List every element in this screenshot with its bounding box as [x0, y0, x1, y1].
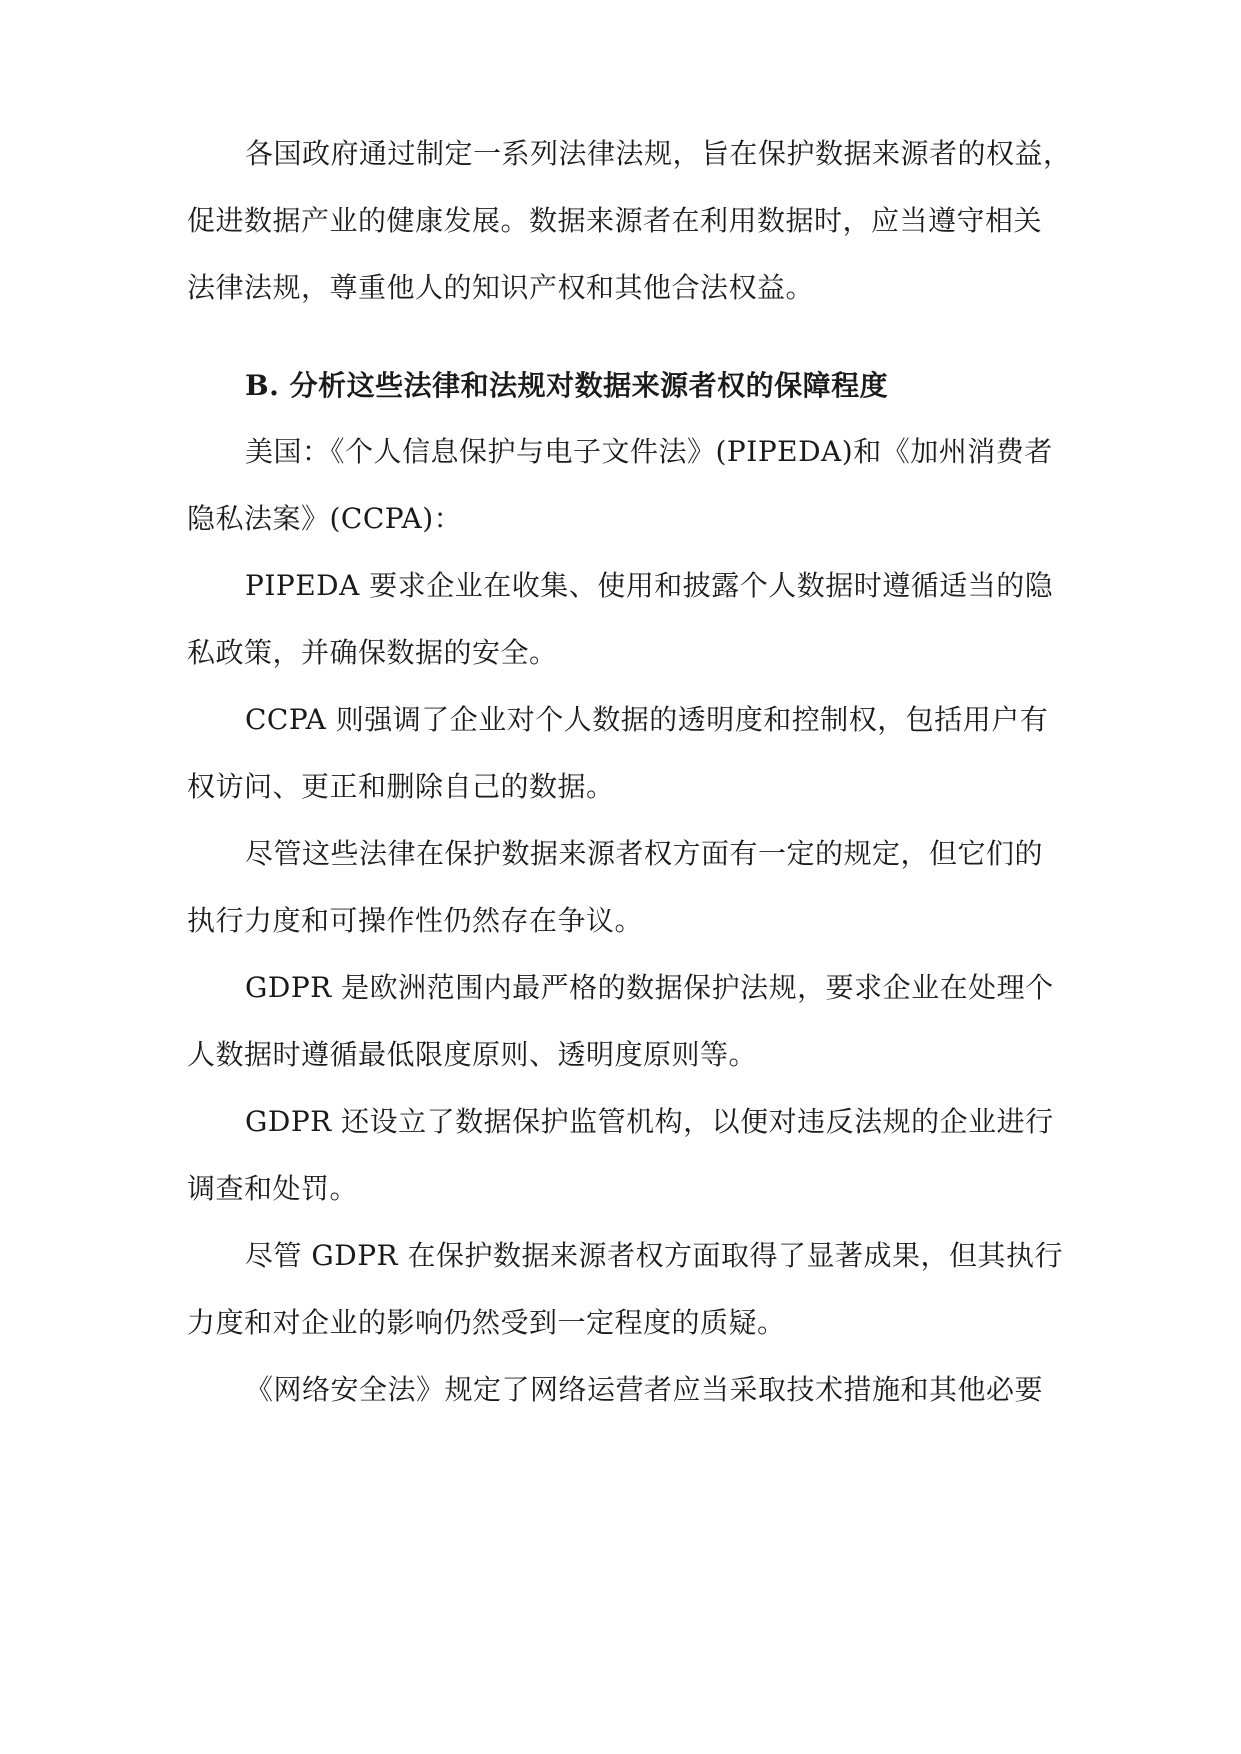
paragraph-2-line-2: 隐私法案》(CCPA)：: [187, 502, 463, 535]
paragraph-6-line-2: 人数据时遵循最低限度原则、透明度原则等。: [187, 1038, 758, 1071]
paragraph-6-line-1: GDPR 是欧洲范围内最严格的数据保护法规，要求企业在处理个: [245, 971, 1054, 1004]
paragraph-7-line-2: 调查和处罚。: [187, 1172, 359, 1205]
paragraph-4-line-2: 权访问、更正和删除自己的数据。: [187, 770, 615, 803]
paragraph-5-line-1: 尽管这些法律在保护数据来源者权方面有一定的规定，但它们的: [245, 837, 1044, 870]
paragraph-8-line-2: 力度和对企业的影响仍然受到一定程度的质疑。: [187, 1306, 786, 1339]
paragraph-1-line-3: 法律法规，尊重他人的知识产权和其他合法权益。: [187, 271, 815, 304]
paragraph-3-line-1: PIPEDA 要求企业在收集、使用和披露个人数据时遵循适当的隐: [245, 569, 1054, 602]
paragraph-3-line-2: 私政策，并确保数据的安全。: [187, 636, 558, 669]
paragraph-5-line-2: 执行力度和可操作性仍然存在争议。: [187, 904, 644, 937]
paragraph-8-line-1: 尽管 GDPR 在保护数据来源者权方面取得了显著成果，但其执行: [245, 1239, 1064, 1272]
paragraph-1-line-2: 促进数据产业的健康发展。数据来源者在利用数据时，应当遵守相关: [187, 204, 1043, 237]
paragraph-9-line-1: 《网络安全法》规定了网络运营者应当采取技术措施和其他必要: [245, 1373, 1044, 1406]
paragraph-1-line-1: 各国政府通过制定一系列法律法规，旨在保护数据来源者的权益，: [245, 137, 1072, 170]
paragraph-4-line-1: CCPA 则强调了企业对个人数据的透明度和控制权，包括用户有: [245, 703, 1049, 736]
section-heading: B. 分析这些法律和法规对数据来源者权的保障程度: [245, 369, 889, 402]
paragraph-7-line-1: GDPR 还设立了数据保护监管机构，以便对违反法规的企业进行: [245, 1105, 1054, 1138]
paragraph-2-line-1: 美国：《个人信息保护与电子文件法》(PIPEDA)和《加州消费者: [245, 435, 1053, 468]
